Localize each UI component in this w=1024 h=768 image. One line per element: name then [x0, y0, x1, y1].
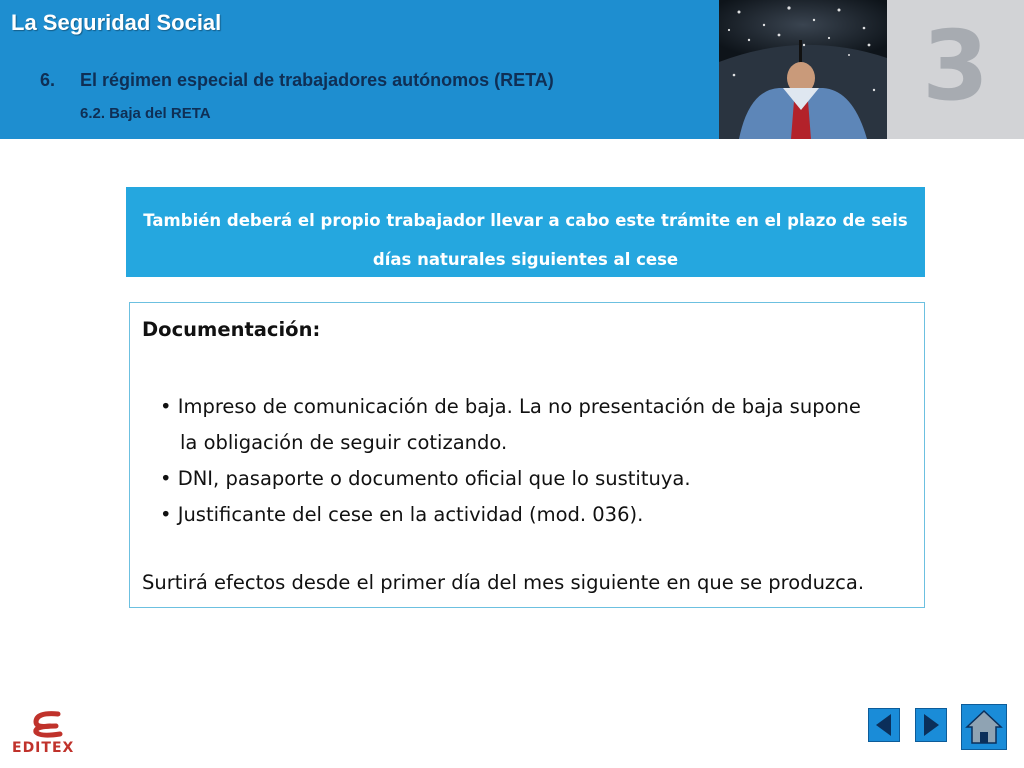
notice-box — [126, 187, 925, 277]
notice-line-2: días naturales siguientes al cese — [372, 250, 679, 269]
arrow-left-icon — [869, 709, 899, 741]
umbrella-man-illustration — [719, 0, 887, 139]
list-item: • Impreso de comunicación de baja. La no presentación de baja supone — [160, 395, 861, 418]
presentation-title: La Seguridad Social — [11, 10, 222, 35]
list-item-continuation: la obligación de seguir cotizando. — [180, 431, 508, 454]
chapter-number: 3 — [922, 10, 989, 122]
section-heading — [40, 70, 554, 91]
list-item: • DNI, pasaporte o documento oficial que lo sustituya. — [160, 467, 691, 490]
documentation-box — [129, 302, 925, 608]
subsection-heading: 6.2. Baja del RETA — [80, 105, 211, 122]
documentation-heading: Documentación: — [142, 318, 321, 341]
editex-logo — [12, 710, 82, 760]
umbrella-photo — [719, 0, 887, 139]
editex-logo-text: EDITEX — [12, 740, 75, 756]
effect-note: Surtirá efectos desde el primer día del mes siguiente en que se produzca. — [142, 571, 865, 594]
documentation-list — [160, 389, 910, 533]
home-icon — [962, 705, 1006, 749]
previous-slide-button[interactable] — [868, 708, 900, 742]
section-title: El régimen especial de trabajadores autónomos (RETA) — [80, 70, 554, 90]
arrow-right-icon — [916, 709, 946, 741]
header-bar — [0, 0, 1024, 139]
list-item: • Justificante del cese en la actividad (mod. 036). — [160, 503, 644, 526]
section-number: 6. — [40, 70, 56, 90]
home-button[interactable] — [961, 704, 1007, 750]
next-slide-button[interactable] — [915, 708, 947, 742]
notice-line-1: También deberá el propio trabajador llevar a cabo este trámite en el plazo de seis — [143, 211, 908, 230]
editex-logo-mark — [28, 710, 68, 738]
chapter-panel — [887, 0, 1024, 139]
